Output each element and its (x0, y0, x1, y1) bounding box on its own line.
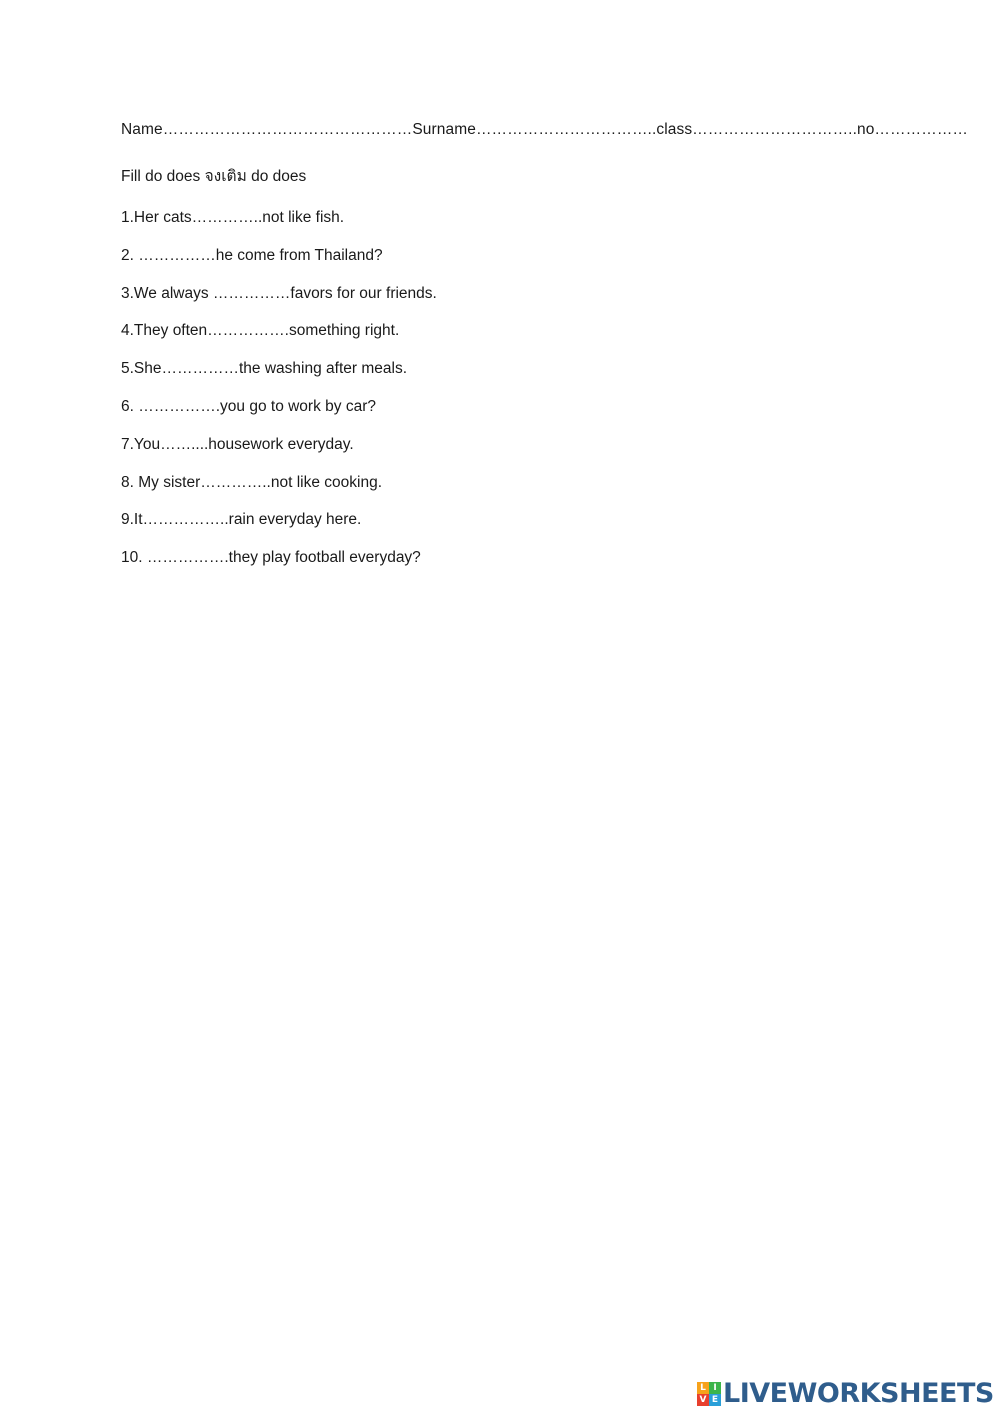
question-item: 6. …………….you go to work by car? (121, 397, 376, 415)
question-item: 1.Her cats…………..not like fish. (121, 209, 345, 226)
question-item: 4.They often…………….something right. (121, 322, 400, 340)
question-item: 3.We always ……………favors for our friends. (121, 284, 437, 302)
question-item: 2. ……………he come from Thailand? (121, 246, 383, 264)
logo-letter: I (709, 1382, 721, 1394)
question-item: 10. …………….they play football everyday? (121, 549, 421, 567)
question-item: 8. My sister…………..not like cooking. (121, 473, 382, 491)
question-item: 9.It……………..rain everyday here. (121, 511, 362, 529)
instruction-text: Fill do does จงเติม do does (121, 168, 307, 185)
question-list (121, 208, 437, 586)
brand-wordmark: LIVEWORKSHEETS (723, 1378, 994, 1409)
logo-letter: E (709, 1394, 721, 1406)
logo-letter: L (697, 1382, 709, 1394)
liveworksheets-brand (697, 1378, 994, 1410)
question-item: 7.You……....housework everyday. (121, 435, 354, 453)
question-item: 5.She……………the washing after meals. (121, 360, 408, 378)
liveworksheets-logo-icon (697, 1382, 721, 1406)
student-info-line: Name…………………………………………Surname……………………………..class…………………………..no……………… (121, 121, 969, 138)
logo-letter: V (697, 1394, 709, 1406)
